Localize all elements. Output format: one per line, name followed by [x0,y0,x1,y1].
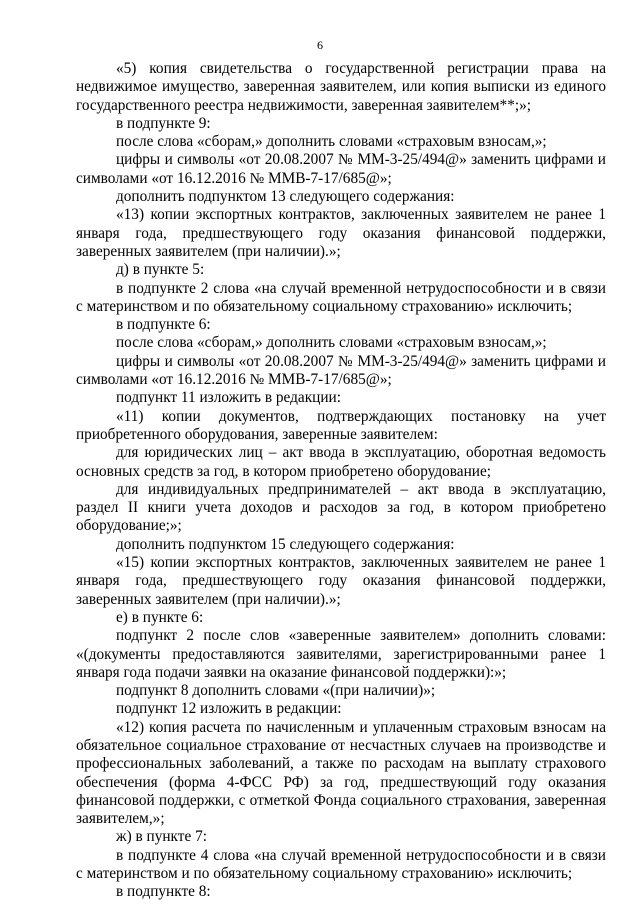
paragraph: д) в пункте 5: [116,261,205,279]
paragraph: для индивидуальных предпринимателей – акт ввода в эксплуатацию, раздел II книги учета доходов и расходов за год, в котором приобретено оборудование;»; [76,480,606,535]
paragraph: е) в пункте 6: [116,608,204,626]
paragraph: в подпункте 8: [116,883,211,901]
paragraph: цифры и символы «от 20.08.2007 № ММ-3-25/494@» заменить цифрами и символами «от 16.12.2016 № ММВ-7-17/685@»; [76,151,606,187]
paragraph: «11) копии документов, подтверждающих постановку на учет приобретенного оборудования, заверенные заявителем: [76,407,606,443]
paragraph: подпункт 11 изложить в редакции: [116,389,341,407]
paragraph: «12) копия расчета по начисленным и уплаченным страховым взносам на обязательное социальное страхование от несчастных случаев на производстве и профессиональных заболеваний, а также по расходам на выплату страхового обеспечения (форма 4-ФСС РФ) за год, предшествующий году оказания финансовой поддержки, с отметкой Фонда социального страхования, заверенная заявителем,»; [76,718,606,828]
paragraph: «13) копии экспортных контрактов, заключенных заявителем не ранее 1 января года, предшествующего году оказания финансовой поддержки, заверенных заявителем (при наличии).»; [76,206,606,260]
paragraph: «5) копия свидетельства о государственной регистрации права на недвижимое имущество, заверенная заявителем, или копия выписки из единого государственного реестра недвижимости, заверенная заявителем**;»; [76,60,606,114]
paragraph: цифры и символы «от 20.08.2007 № ММ-3-25/494@» заменить цифрами и символами «от 16.12.2016 № ММВ-7-17/685@»; [76,352,606,389]
page-number: 6 [317,38,323,52]
paragraph: дополнить подпунктом 13 следующего содержания: [116,188,455,206]
paragraph: в подпункте 4 слова «на случай временной нетрудоспособности и в связи с материнством и по обязательному социальному страхованию» исключить; [76,846,606,883]
paragraph: после слова «сборам,» дополнить словами «страховым взносам,»; [116,133,547,151]
paragraph: ж) в пункте 7: [116,828,207,846]
paragraph: после слова «сборам,» дополнить словами «страховым взносам,»; [116,334,547,352]
paragraph: для юридических лиц – акт ввода в эксплуатацию, оборотная ведомость основных средств за год, в котором приобретено оборудование; [76,444,606,480]
paragraph: в подпункте 6: [116,316,211,334]
paragraph: в подпункте 9: [116,114,211,132]
paragraph: подпункт 8 дополнить словами «(при наличии)»; [116,682,436,700]
paragraph: в подпункте 2 слова «на случай временной нетрудоспособности и в связи с материнством и по обязательному социальному страхованию» исключить; [76,279,606,315]
paragraph: «15) копии экспортных контрактов, заключенных заявителем не ранее 1 января года, предшествующего году оказания финансовой поддержки, заверенных заявителем (при наличии).»; [76,554,606,608]
paragraph: подпункт 2 после слов «заверенные заявителем» дополнить словами: «(документы предоставляются заявителями, зарегистрированными ранее 1 января года подачи заявки на оказание финансовой поддержки):»; [76,627,606,681]
paragraph: подпункт 12 изложить в редакции: [116,700,342,718]
paragraph: дополнить подпунктом 15 следующего содержания: [116,535,455,553]
document-body [76,60,606,902]
